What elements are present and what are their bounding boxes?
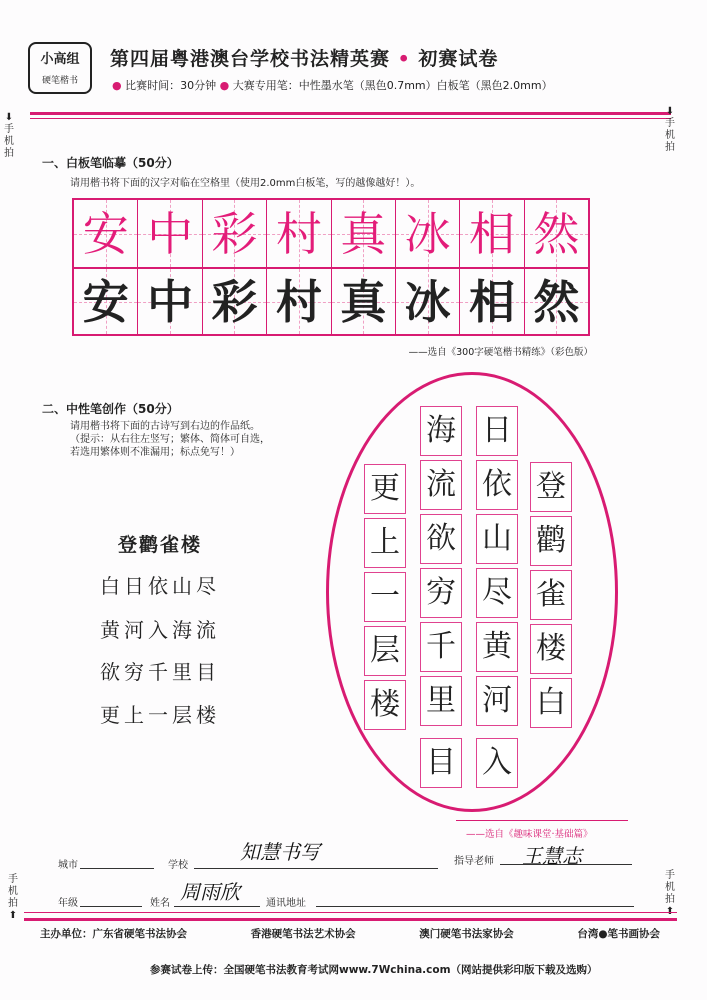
teacher-label: 指导老师 — [454, 856, 494, 867]
camera-icon: ⬆ — [8, 910, 18, 921]
work-char-box: 一 — [364, 572, 406, 622]
work-char-box: 山 — [476, 514, 518, 564]
written-cell: 村 — [267, 269, 331, 334]
school-field[interactable] — [194, 868, 438, 869]
grade-field[interactable] — [80, 906, 142, 907]
work-char-box: 上 — [364, 518, 406, 568]
school-label: 学校 — [168, 860, 188, 871]
badge-group: 小高组 — [40, 52, 80, 67]
school-value: 知慧书写 — [240, 840, 320, 864]
written-cell: 中 — [138, 269, 202, 334]
poem-line: 更上一层楼 — [100, 703, 220, 727]
city-label: 城市 — [58, 860, 78, 871]
name-label: 姓名 — [150, 898, 170, 909]
grade-label: 年级 — [58, 898, 78, 909]
group-badge — [28, 42, 92, 94]
model-cell: 中 — [138, 200, 202, 267]
written-cell: 彩 — [203, 269, 267, 334]
work-char-box: 尽 — [476, 568, 518, 618]
work-char-box: 河 — [476, 676, 518, 726]
work-char-box: 穷 — [420, 568, 462, 618]
side-label-right-bottom: 手机拍 — [663, 870, 677, 918]
work-char-box: 层 — [364, 626, 406, 676]
section2-source-rule — [456, 820, 628, 821]
written-cell: 冰 — [396, 269, 460, 334]
work-char-box: 日 — [476, 406, 518, 456]
header-rule-thin — [30, 118, 671, 119]
model-cell: 安 — [74, 200, 138, 267]
section1-heading: 一、白板笔临摹（50分） — [42, 156, 179, 170]
work-char-box: 里 — [420, 676, 462, 726]
poem-title: 登鹳雀楼 — [118, 534, 203, 556]
upload-info: 参赛试卷上传：全国硬笔书法教育考试网www.7Wchina.com（网站提供彩印版下载及选购） — [150, 964, 598, 976]
footer-rule — [24, 918, 677, 921]
footer-rule-thin — [24, 912, 677, 913]
model-cell: 相 — [460, 200, 524, 267]
section1-instructions: 请用楷书将下面的汉字对临在空格里（使用2.0mm白板笔，写的越像越好！）。 — [70, 178, 421, 189]
organizers: 主办单位：广东省硬笔书法协会 香港硬笔书法艺术协会 澳门硬笔书法家协会 台湾●笔书画协会 — [40, 928, 660, 940]
work-char-box: 更 — [364, 464, 406, 514]
written-cell: 真 — [332, 269, 396, 334]
city-field[interactable] — [80, 868, 154, 869]
work-char-box: 楼 — [364, 680, 406, 730]
section2-heading: 二、中性笔创作（50分） — [42, 402, 179, 416]
work-char-box: 楼 — [530, 624, 572, 674]
name-value: 周雨欣 — [180, 880, 240, 904]
work-char-box: 雀 — [530, 570, 572, 620]
work-char-box: 流 — [420, 460, 462, 510]
badge-style: 硬笔楷书 — [41, 76, 78, 86]
model-cell: 村 — [267, 200, 331, 267]
work-char-box: 入 — [476, 738, 518, 788]
model-row — [74, 200, 588, 267]
side-label-left-top: ⬇ 手机拍 — [4, 112, 14, 159]
header-rule — [30, 112, 671, 115]
work-char-box: 目 — [420, 738, 462, 788]
copy-grid — [72, 198, 590, 336]
camera-icon: ⬇ — [4, 112, 14, 123]
section2-source: ——选自《趣味课堂·基础篇》 — [466, 829, 593, 840]
work-char-box: 鹳 — [530, 516, 572, 566]
poem-line: 白日依山尽 — [100, 574, 220, 598]
work-char-box: 登 — [530, 462, 572, 512]
work-char-box: 白 — [530, 678, 572, 728]
model-cell: 冰 — [396, 200, 460, 267]
work-char-box: 海 — [420, 406, 462, 456]
section2-instructions: 请用楷书将下面的古诗写到右边的作品纸。 （提示：从右往左竖写；繁体、简体可自选， 若选用繁体则不准漏用；标点免写！） — [70, 421, 270, 458]
work-char-box: 黄 — [476, 622, 518, 672]
exam-info: ● 比赛时间：30分钟 ● 大赛专用笔：中性墨水笔（黑色0.7mm）白板笔（黑色2.0mm） — [112, 79, 553, 92]
page-title: 第四届粤港澳台学校书法精英赛 • 初赛试卷 — [110, 48, 499, 70]
address-field[interactable] — [316, 906, 634, 907]
model-cell: 彩 — [203, 200, 267, 267]
camera-icon: ⬇ — [665, 106, 675, 117]
written-cell: 相 — [460, 269, 524, 334]
address-label: 通讯地址 — [266, 898, 306, 909]
model-cell: 真 — [332, 200, 396, 267]
written-cell: 然 — [525, 269, 588, 334]
work-char-box: 欲 — [420, 514, 462, 564]
teacher-value: 王慧志 — [522, 844, 582, 868]
written-cell: 安 — [74, 269, 138, 334]
name-field[interactable] — [174, 906, 260, 907]
side-label-right-top: ⬇ 手机拍 — [665, 106, 675, 153]
model-cell: 然 — [525, 200, 588, 267]
section1-source: ——选自《300字硬笔楷书精练》（彩色版） — [408, 347, 593, 358]
poem-line: 欲穷千里目 — [100, 660, 220, 684]
handwritten-row — [74, 267, 588, 334]
side-label-left-bottom: 手机拍 ⬆ — [8, 874, 18, 921]
work-char-box: 依 — [476, 460, 518, 510]
work-char-box: 千 — [420, 622, 462, 672]
poem-line: 黄河入海流 — [100, 618, 220, 642]
